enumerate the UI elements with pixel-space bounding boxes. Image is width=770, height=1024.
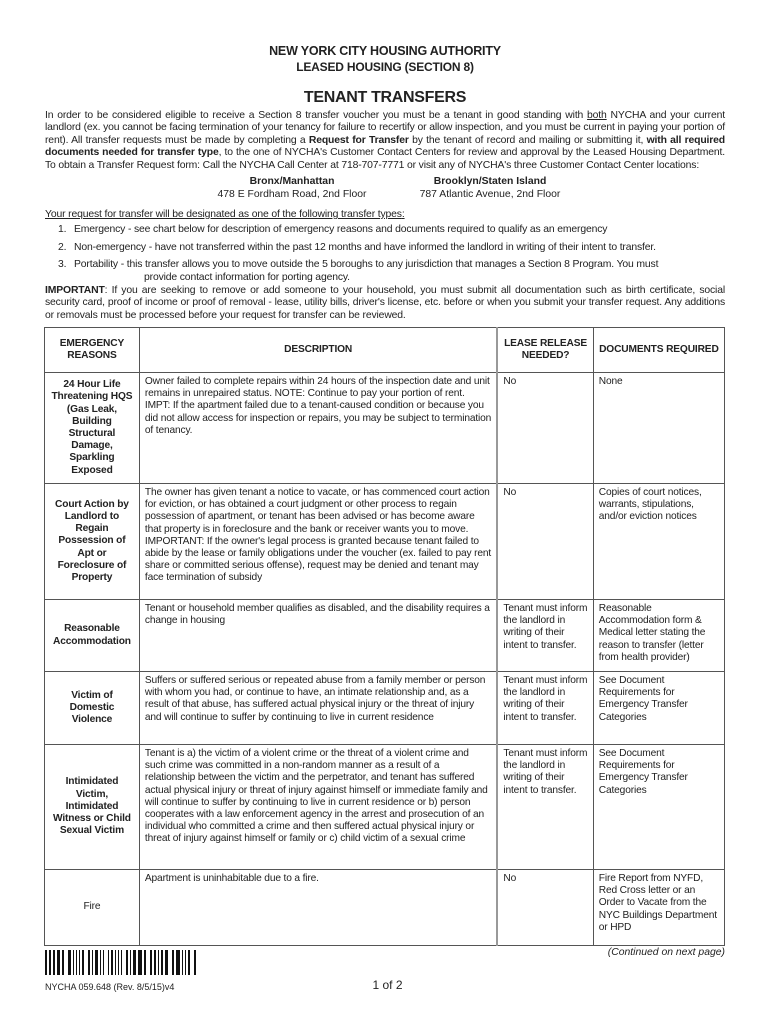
documents-cell: See Document Requirements for Emergency Transfer Categories (593, 745, 724, 870)
transfer-type-portability: 3. Portability - this transfer allows you to move outside the 5 boroughs to any jurisdiction that manages a Section 8 Program. You must provide contact information for porting agency. (58, 259, 659, 283)
agency-name: NEW YORK CITY HOUSING AUTHORITY (269, 44, 501, 58)
reason-cell: Reasonable Accommodation (45, 600, 140, 672)
documents-cell: Reasonable Accommodation form & Medical letter stating the reason to transfer (letter from health provider) (593, 600, 724, 672)
table-row (45, 484, 725, 600)
location-bronx-manhattan (212, 176, 372, 201)
barcode-icon (45, 950, 198, 975)
table-row (45, 870, 725, 946)
emphasis-both: both (587, 110, 607, 121)
barcode-bar (68, 950, 71, 975)
lease-release-cell: No (497, 373, 593, 484)
barcode-bar (188, 950, 190, 975)
lease-release-cell: No (497, 484, 593, 600)
barcode-bar (176, 950, 180, 975)
description-cell: Tenant is a) the victim of a violent crime or the threat of a violent crime and such crime was committed in a non-random manner as a result of a relationship between the victim and the perpetrator, and tenant has suffered actual physical injury or threat of injury against himself or immediate family and will continue to suffer by continuing to live in current residence or b) person cooperates with a law enforcement agency in the arrest and prosecution of an individual who committed a crime and then suffered actual physical injury or threat of injury against himself or family or c) child victim of a sexual crime (139, 745, 497, 870)
barcode-bar (185, 950, 186, 975)
barcode-bar (158, 950, 159, 975)
page-title: TENANT TRANSFERS (303, 89, 467, 106)
barcode-bar (118, 950, 119, 975)
barcode-bar (172, 950, 174, 975)
table-row (45, 745, 725, 870)
reason-cell: 24 Hour Life Threatening HQS (Gas Leak, Building Structural Damage, Sparkling Exposed (45, 373, 140, 484)
barcode-bar (53, 950, 55, 975)
barcode-bar (82, 950, 84, 975)
table-row (45, 600, 725, 672)
barcode-bar (182, 950, 183, 975)
location-brooklyn-staten-island (400, 176, 580, 201)
description-cell: Apartment is uninhabitable due to a fire. (139, 870, 497, 946)
request-for-transfer-label: Request for Transfer (308, 134, 409, 146)
barcode-bar (57, 950, 60, 975)
transfer-type-non-emergency: 2. Non-emergency - have not transferred within the past 12 months and have informed the landlord in writing of their intent to transfer. (58, 241, 656, 253)
location-address: 787 Atlantic Avenue, 2nd Floor (419, 188, 561, 200)
lease-release-cell: Tenant must inform the landlord in writing of their intent to transfer. (497, 672, 593, 745)
required-docs-label: with all required documents needed for transfer type (45, 134, 725, 159)
barcode-bar (115, 950, 116, 975)
location-name: Bronx/Manhattan (249, 176, 335, 187)
description-cell: Owner failed to complete repairs within 24 hours of the inspection date and unit remains in unrepaired status. NOTE: Continue to pay your portion of rent. IMPT: If the apartment failed due to a tenant-caused condition or because you did not allow access for inspection or repairs, you may be subject to termination of tenancy. (139, 373, 497, 484)
barcode-bar (103, 950, 104, 975)
barcode-bar (92, 950, 93, 975)
barcode-bar (126, 950, 128, 975)
barcode-bar (45, 950, 47, 975)
table-row (45, 373, 725, 484)
location-name: Brooklyn/Staten Island (433, 176, 547, 187)
reason-cell: Court Action by Landlord to Regain Possession of Apt or Foreclosure of Property (45, 484, 140, 600)
barcode-bar (161, 950, 163, 975)
description-cell: The owner has given tenant a notice to vacate, or has commenced court action for eviction, or has obtained a court judgment or other process to regain possession of apartment, or tenant has been advised or has become aware that property is in foreclosure and the bank or receiver wants you to move. IMPORTANT: If the owner's legal process is granted because tenant failed to abide by the lease or family obligations under the voucher (ex. failed to pay rent share or committed serious offense), request may be denied and tenant may face termination of subsidy (139, 484, 497, 600)
header-description: DESCRIPTION (139, 328, 497, 373)
barcode-bar (100, 950, 101, 975)
barcode-bar (62, 950, 64, 975)
reason-cell: Victim of Domestic Violence (45, 672, 140, 745)
form-number: NYCHA 059.648 (Rev. 8/5/15)v4 (45, 982, 175, 992)
barcode-bar (76, 950, 77, 975)
barcode-bar (95, 950, 98, 975)
barcode-bar (73, 950, 74, 975)
intro-paragraph: In order to be considered eligible to receive a Section 8 transfer voucher you must be a tenant in good standing with both NYCHA and your current landlord (ex. you cannot be facing termination of your tenancy for failure to recertify or allow inspection, and you must be current in paying your portion of rent). All transfer requests must be made by completing a Request for Transfer by the tenant of record and mailing or submitting it, with all required documents needed for transfer type, to the one of NYCHA's Customer Contact Centers for review and approval by the Leased Housing Department. To obtain a Transfer Request form: Call the NYCHA Call Center at 718-707-7771 or visit any of NYCHA's three Customer Contact Center locations: (45, 110, 726, 171)
important-label: IMPORTANT (45, 285, 105, 296)
barcode-bar (121, 950, 122, 975)
barcode-bar (130, 950, 131, 975)
barcode-bar (144, 950, 146, 975)
barcode-bar (133, 950, 136, 975)
barcode-bar (154, 950, 156, 975)
header-documents-required: DOCUMENTS REQUIRED (593, 328, 724, 373)
description-cell: Suffers or suffered serious or repeated abuse from a family member or person with whom you had, or continue to have, an intimate relationship and, as a result of that abuse, has suffered actual physical injury or the threat of injury and will continue to suffer by continuing to live in current residence (139, 672, 497, 745)
lease-release-cell: Tenant must inform the landlord in writing of their intent to transfer. (497, 600, 593, 672)
location-address: 478 E Fordham Road, 2nd Floor (217, 188, 367, 200)
page-number: 1 of 2 (372, 978, 403, 992)
documents-cell: See Document Requirements for Emergency Transfer Categories (593, 672, 724, 745)
header-lease-release: LEASE RELEASE NEEDED? (497, 328, 593, 373)
barcode-bar (49, 950, 51, 975)
barcode-bar (138, 950, 142, 975)
barcode-bar (194, 950, 196, 975)
emergency-reasons-table (44, 327, 725, 946)
reason-cell: Intimidated Victim, Intimidated Witness or Child Sexual Victim (45, 745, 140, 870)
documents-cell: Fire Report from NYFD, Red Cross letter or an Order to Vacate from the NYC Buildings Department or HPD (593, 870, 724, 946)
continued-note: (Continued on next page) (607, 947, 725, 958)
table-header-row (45, 328, 725, 373)
lease-release-cell: Tenant must inform the landlord in writing of their intent to transfer. (497, 745, 593, 870)
transfer-type-emergency: 1. Emergency - see chart below for description of emergency reasons and documents required to qualify as an emergency (58, 224, 608, 235)
important-notice: IMPORTANT: If you are seeking to remove or add someone to your household, you must submit all documentation such as birth certificate, social security card, proof of income or proof of removal - lease, utility bills, driver's license, etc. before or when you submit your transfer request. Any additions or removals must be processed before your request for transfer can be reviewed. (45, 285, 725, 321)
barcode-bar (108, 950, 109, 975)
barcode-bar (165, 950, 168, 975)
lease-release-cell: No (497, 870, 593, 946)
barcode-bar (111, 950, 113, 975)
header-emergency-reasons: EMERGENCY REASONS (45, 328, 140, 373)
documents-cell: Copies of court notices, warrants, stipulations, and/or eviction notices (593, 484, 724, 600)
program-name: LEASED HOUSING (SECTION 8) (296, 60, 474, 74)
transfer-types-list (58, 224, 728, 289)
reason-cell: Fire (45, 870, 140, 946)
barcode-bar (150, 950, 152, 975)
transfer-types-heading: Your request for transfer will be designated as one of the following transfer types: (45, 209, 405, 220)
description-cell: Tenant or household member qualifies as disabled, and the disability requires a change in housing (139, 600, 497, 672)
table-row (45, 672, 725, 745)
documents-cell: None (593, 373, 724, 484)
barcode-bar (88, 950, 90, 975)
barcode-bar (79, 950, 80, 975)
